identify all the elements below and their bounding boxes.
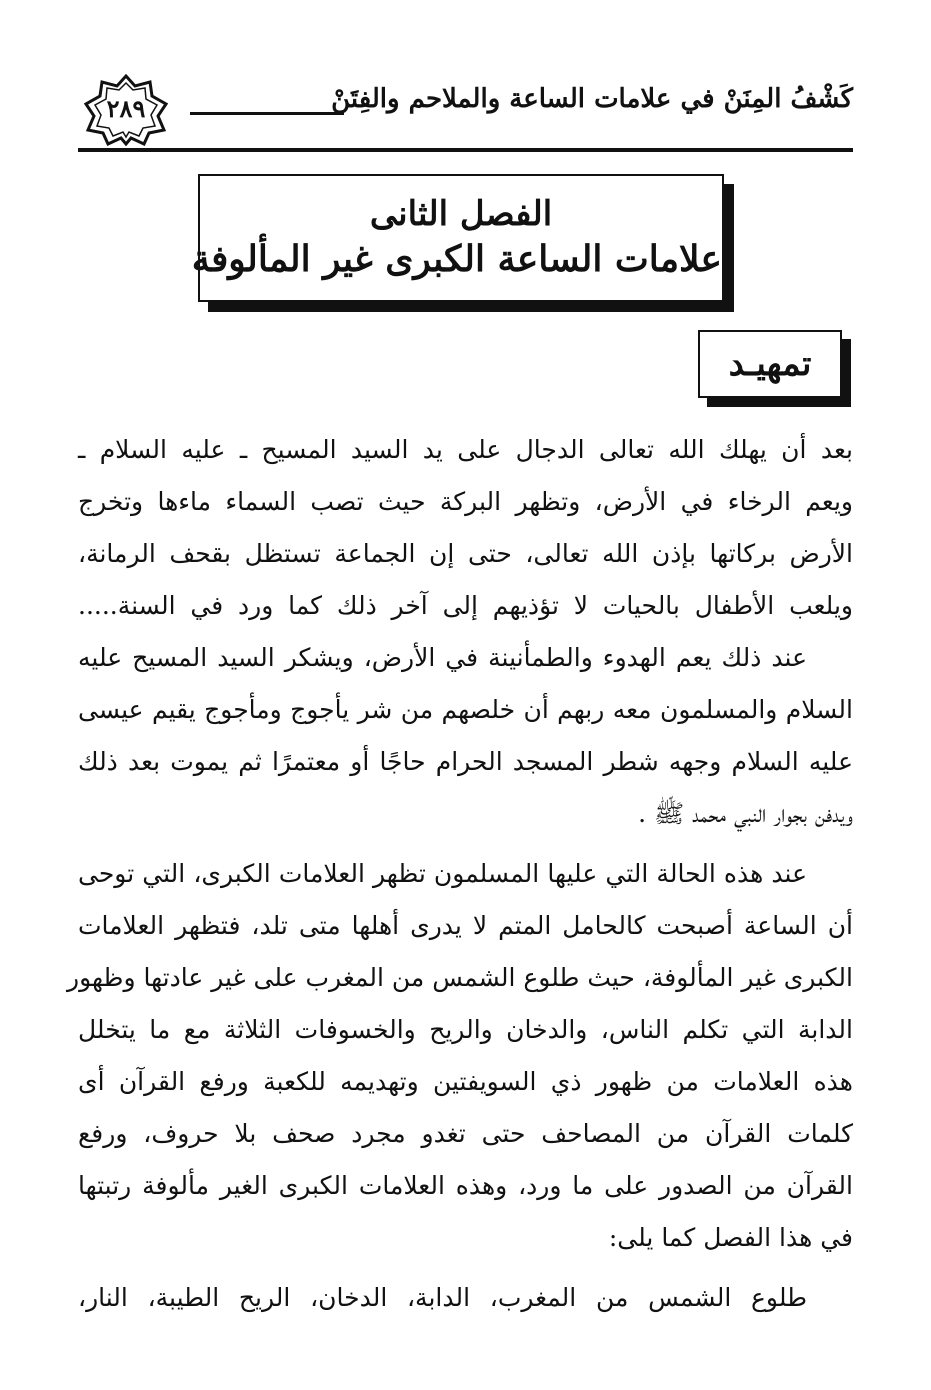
text-line: بعد أن يهلك الله تعالى الدجال على يد السيد المسيح ـ عليه السلام ـ [78,435,853,464]
page-number-badge [84,74,168,146]
text-line: ويدفن بجوار النبي محمد ﷺ . [638,799,853,828]
text-line: هذه العلامات من ظهور ذي السويفتين وتهديمه للكعبة ورفع القرآن أى [78,1067,853,1096]
chapter-heading-box [191,174,724,302]
page-number: ٢٨٩ [106,94,146,123]
text-line: القرآن من الصدور على ما ورد، وهذه العلامات الكبرى الغير مألوفة رتبتها [78,1171,853,1200]
paragraph-gap [78,840,853,848]
text-line: كلمات القرآن من المصاحف حتى تغدو مجرد صحف بلا حروف، ورفع [78,1119,853,1148]
paragraph [78,632,853,840]
section-heading-box [698,330,842,398]
paragraph [78,1272,853,1324]
text-line: الأرض بركاتها بإذن الله تعالى، حتى إن الجماعة تستظل بقحف الرمانة، [78,539,853,568]
paragraph-gap [78,1264,853,1272]
text-line: ويلعب الأطفال بالحيات لا تؤذيهم إلى آخر ذلك كما ورد في السنة..... [78,591,853,620]
text-line: طلوع الشمس من المغرب، الدابة، الدخان، الريح الطيبة، النار، [78,1283,807,1312]
running-header [78,68,853,152]
text-line: في هذا الفصل كما يلى: [608,1223,853,1252]
body-text [67,424,853,1324]
text-line: ويعم الرخاء في الأرض، وتظهر البركة حيث تصب السماء ماءها وتخرج [78,487,853,516]
text-line: عند هذه الحالة التي عليها المسلمون تظهر العلامات الكبرى، التي توحى [78,859,807,888]
book-title: كَشْفُ المِنَنْ في علامات الساعة والملاحم والفِتَنْ [331,84,853,114]
text-line: الكبرى غير المألوفة، حيث طلوع الشمس من المغرب على غير عادتها وظهور [67,963,853,992]
text-line: أن الساعة أصبحت كالحامل المتم لا يدرى أهلها متى تلد، فتظهر العلامات [78,911,853,940]
text-line: عند ذلك يعم الهدوء والطمأنينة في الأرض، ويشكر السيد المسيح عليه [78,643,807,672]
text-line: السلام والمسلمون معه ربهم أن خلصهم من شر يأجوج ومأجوج يقيم عيسى [78,695,853,724]
text-line: الدابة التي تكلم الناس، والدخان والريح والخسوفات الثلاثة مع ما يتخلل [78,1015,853,1044]
paragraph [67,848,853,1264]
section-label: تمهيـد [728,344,812,384]
paragraph [78,424,853,632]
text-line: عليه السلام وجهه شطر المسجد الحرام حاجًا أو معتمرًا ثم يموت بعد ذلك [78,747,853,776]
chapter-label: الفصل الثانى [369,194,553,234]
header-rule [78,148,853,152]
chapter-title: علامات الساعة الكبرى غير المألوفة [191,238,722,280]
header-dash [190,112,344,115]
